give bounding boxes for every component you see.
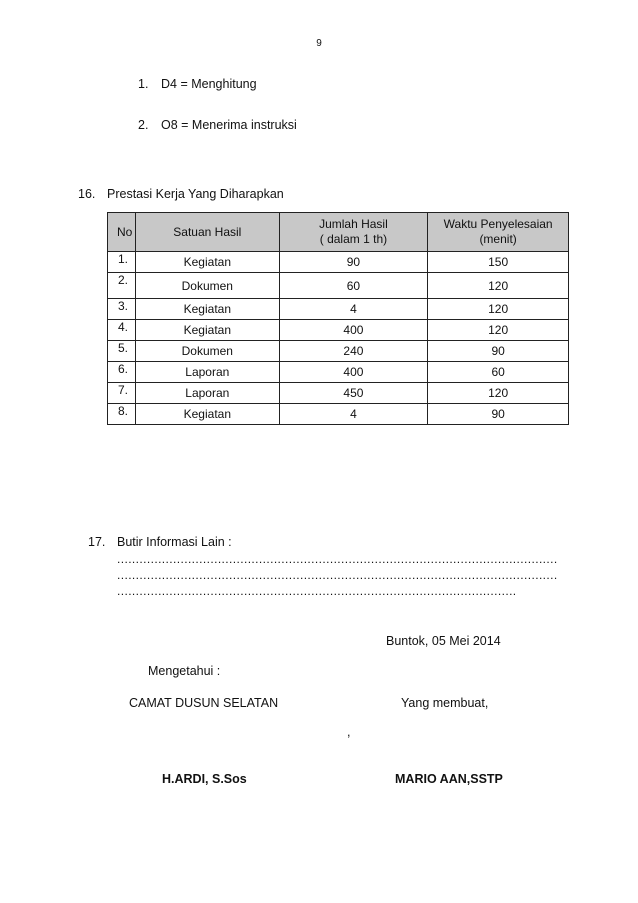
cell-satuan: Dokumen xyxy=(135,273,279,299)
cell-waktu: 60 xyxy=(428,362,569,383)
info-dotted-line-2: ...................................................................................................................... xyxy=(117,568,558,582)
header-jumlah-line2: ( dalam 1 th) xyxy=(319,232,388,246)
cell-jumlah: 90 xyxy=(279,252,428,273)
cell-jumlah: 60 xyxy=(279,273,428,299)
header-waktu-line2: (menit) xyxy=(479,232,517,246)
table-row xyxy=(108,404,569,425)
table-row xyxy=(108,362,569,383)
place-date: Buntok, 05 Mei 2014 xyxy=(386,634,501,648)
header-no: No xyxy=(108,213,136,252)
header-satuan-hasil: Satuan Hasil xyxy=(135,213,279,252)
cell-satuan: Kegiatan xyxy=(135,404,279,425)
cell-jumlah: 4 xyxy=(279,299,428,320)
list-item-text: O8 = Menerima instruksi xyxy=(161,118,297,132)
cell-jumlah: 450 xyxy=(279,383,428,404)
cell-satuan: Laporan xyxy=(135,362,279,383)
header-jumlah-line1: Jumlah Hasil xyxy=(319,217,388,231)
cell-jumlah: 4 xyxy=(279,404,428,425)
cell-no: 1. xyxy=(108,252,136,273)
comma-mark: , xyxy=(347,725,351,739)
prestasi-table xyxy=(107,212,569,425)
table-header-row xyxy=(108,213,569,252)
cell-no: 8. xyxy=(108,404,136,425)
cell-waktu: 150 xyxy=(428,252,569,273)
cell-waktu: 120 xyxy=(428,299,569,320)
cell-jumlah: 240 xyxy=(279,341,428,362)
cell-no: 4. xyxy=(108,320,136,341)
table-row xyxy=(108,341,569,362)
right-signer-title: Yang membuat, xyxy=(401,696,489,710)
table-row xyxy=(108,299,569,320)
list-item-text: D4 = Menghitung xyxy=(161,77,257,91)
cell-satuan: Kegiatan xyxy=(135,252,279,273)
cell-waktu: 120 xyxy=(428,383,569,404)
section-16-title: Prestasi Kerja Yang Diharapkan xyxy=(107,187,284,201)
cell-waktu: 90 xyxy=(428,404,569,425)
header-waktu-line1: Waktu Penyelesaian xyxy=(443,217,553,231)
list-item-number: 1. xyxy=(138,77,149,91)
cell-no: 6. xyxy=(108,362,136,383)
table-row xyxy=(108,252,569,273)
section-16-number: 16. xyxy=(78,187,96,201)
info-dotted-line-3: ........................................................................................................... xyxy=(117,584,517,598)
cell-waktu: 120 xyxy=(428,273,569,299)
cell-jumlah: 400 xyxy=(279,362,428,383)
cell-waktu: 90 xyxy=(428,341,569,362)
cell-satuan: Laporan xyxy=(135,383,279,404)
page-number: 9 xyxy=(316,38,322,49)
section-17-number: 17. xyxy=(88,535,106,549)
table-row xyxy=(108,320,569,341)
header-waktu-penyelesaian xyxy=(428,213,569,252)
table-row xyxy=(108,383,569,404)
info-dotted-line-1: ...................................................................................................................... xyxy=(117,552,558,566)
header-jumlah-hasil xyxy=(279,213,428,252)
right-signer-name: MARIO AAN,SSTP xyxy=(395,772,503,786)
section-17-title: Butir Informasi Lain : xyxy=(117,535,232,549)
list-item-number: 2. xyxy=(138,118,149,132)
cell-no: 7. xyxy=(108,383,136,404)
cell-no: 2. xyxy=(108,273,136,299)
mengetahui-label: Mengetahui : xyxy=(148,664,221,678)
cell-jumlah: 400 xyxy=(279,320,428,341)
cell-satuan: Kegiatan xyxy=(135,320,279,341)
cell-waktu: 120 xyxy=(428,320,569,341)
left-signer-title: CAMAT DUSUN SELATAN xyxy=(129,696,279,710)
left-signer-name: H.ARDI, S.Sos xyxy=(162,772,247,786)
cell-satuan: Kegiatan xyxy=(135,299,279,320)
cell-satuan: Dokumen xyxy=(135,341,279,362)
cell-no: 5. xyxy=(108,341,136,362)
table-row xyxy=(108,273,569,299)
cell-no: 3. xyxy=(108,299,136,320)
